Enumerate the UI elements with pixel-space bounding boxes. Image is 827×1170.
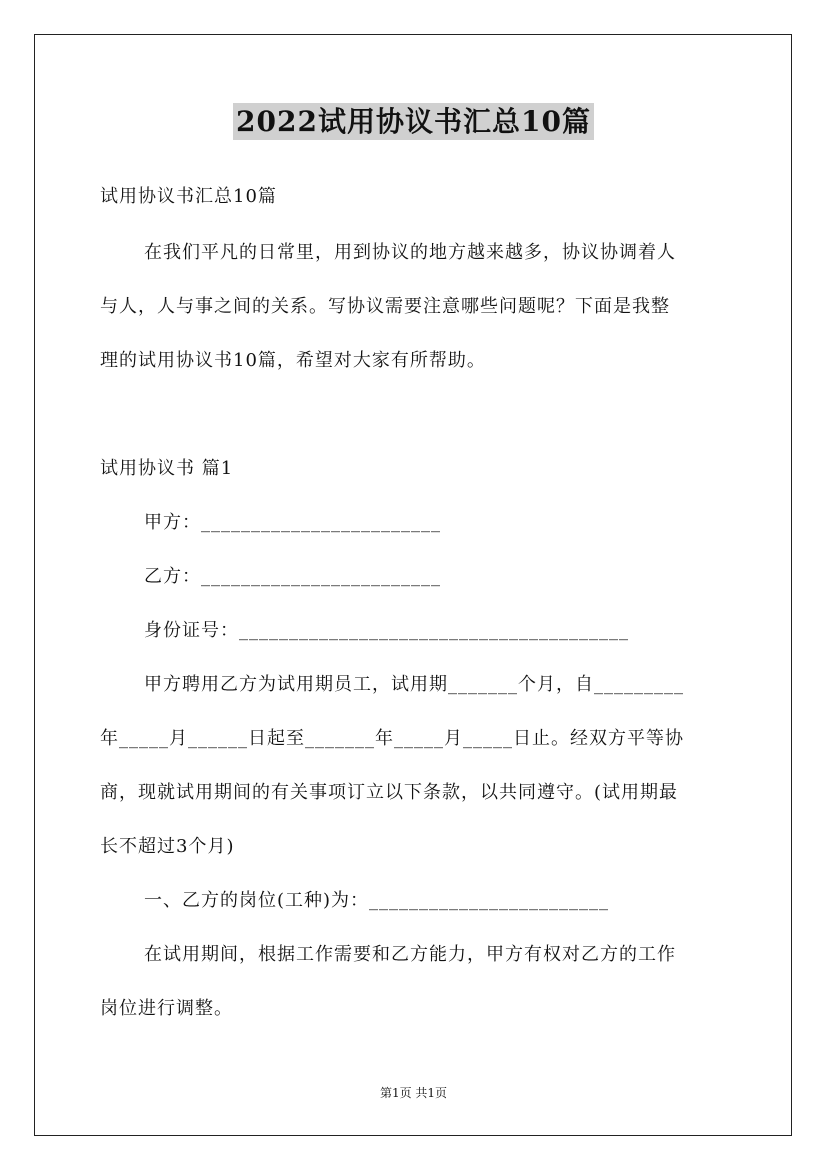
clause-one-detail-line-2: 岗位进行调整。 (100, 998, 233, 1019)
intro-line-1: 在我们平凡的日常里，用到协议的地方越来越多，协议协调着人 (144, 242, 676, 263)
page-footer: 第1页 共1页 (379, 1086, 448, 1100)
clause-one: 一、乙方的岗位(工种)为：________________________ (144, 890, 610, 911)
intro-line-2: 与人，人与事之间的关系。写协议需要注意哪些问题呢？下面是我整 (100, 296, 670, 317)
document-title-text: 2022试用协议书汇总10篇 (233, 103, 594, 140)
intro-line-3: 理的试用协议书10篇，希望对大家有所帮助。 (100, 350, 486, 371)
party-b-field: 乙方：________________________ (144, 566, 441, 587)
party-a-field: 甲方：________________________ (144, 512, 441, 533)
clause-intro-line-3: 商，现就试用期间的有关事项订立以下条款，以共同遵守。(试用期最 (100, 782, 679, 803)
document-title (0, 100, 827, 140)
clause-intro-line-1: 甲方聘用乙方为试用期员工，试用期_______个月，自_________ (144, 674, 684, 695)
clause-intro-line-2: 年_____月______日起至_______年_____月_____日止。经双方平等协 (100, 728, 684, 749)
subtitle: 试用协议书汇总10篇 (100, 186, 277, 207)
id-number-field: 身份证号：_______________________________________ (144, 620, 629, 641)
section-heading: 试用协议书 篇1 (100, 458, 234, 479)
clause-one-detail-line-1: 在试用期间，根据工作需要和乙方能力，甲方有权对乙方的工作 (144, 944, 676, 965)
clause-intro-line-4: 长不超过3个月) (100, 836, 235, 857)
